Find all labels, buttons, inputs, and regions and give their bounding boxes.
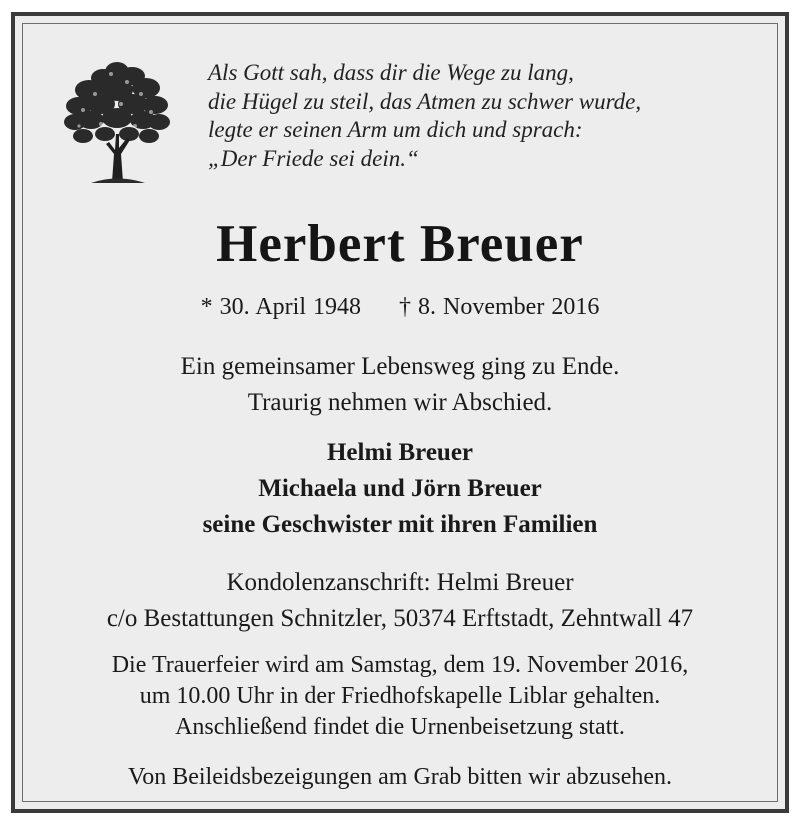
ceremony-info [23, 650, 777, 743]
farewell-line: Ein gemeinsamer Lebensweg ging zu Ende. [180, 353, 620, 380]
mourner-name: Michaela und Jörn Breuer [258, 475, 542, 502]
deceased-name: Herbert Breuer [216, 215, 584, 273]
farewell-line: Traurig nehmen wir Abschied. [247, 389, 553, 416]
obituary-panel [22, 23, 778, 802]
ceremony-line: um 10.00 Uhr in der Friedhofskapelle Liblar gehalten. [139, 683, 661, 709]
condolence-line: c/o Bestattungen Schnitzler, 50374 Erftstadt, Zehntwall 47 [106, 605, 694, 632]
mourner-name: seine Geschwister mit ihren Familien [202, 511, 598, 538]
verse-line: die Hügel zu steil, das Atmen zu schwer wurde, [208, 88, 642, 114]
mourner-name: Helmi Breuer [326, 439, 474, 466]
closing-line: Von Beileidsbezeigungen am Grab bitten wir abzusehen. [127, 764, 673, 790]
mourners [23, 435, 777, 543]
verse [208, 59, 788, 173]
verse-line: „Der Friede sei dein.“ [208, 145, 419, 171]
obituary-frame [11, 12, 789, 813]
closing-note [23, 762, 777, 793]
verse-line: legte er seinen Arm um dich und sprach: [208, 117, 583, 142]
condolence-address [23, 565, 777, 637]
ceremony-line: Die Trauerfeier wird am Samstag, dem 19. November 2016, [111, 652, 689, 678]
death-date: † 8. November 2016 [399, 294, 600, 320]
birth-date: * 30. April 1948 [200, 294, 362, 320]
condolence-line: Kondolenzanschrift: Helmi Breuer [226, 569, 574, 596]
tree-icon [61, 54, 173, 186]
verse-line: Als Gott sah, dass dir die Wege zu lang, [208, 60, 574, 85]
life-dates [23, 292, 777, 322]
farewell-text [23, 349, 777, 421]
ceremony-line: Anschließend findet die Urnenbeisetzung statt. [175, 714, 625, 740]
